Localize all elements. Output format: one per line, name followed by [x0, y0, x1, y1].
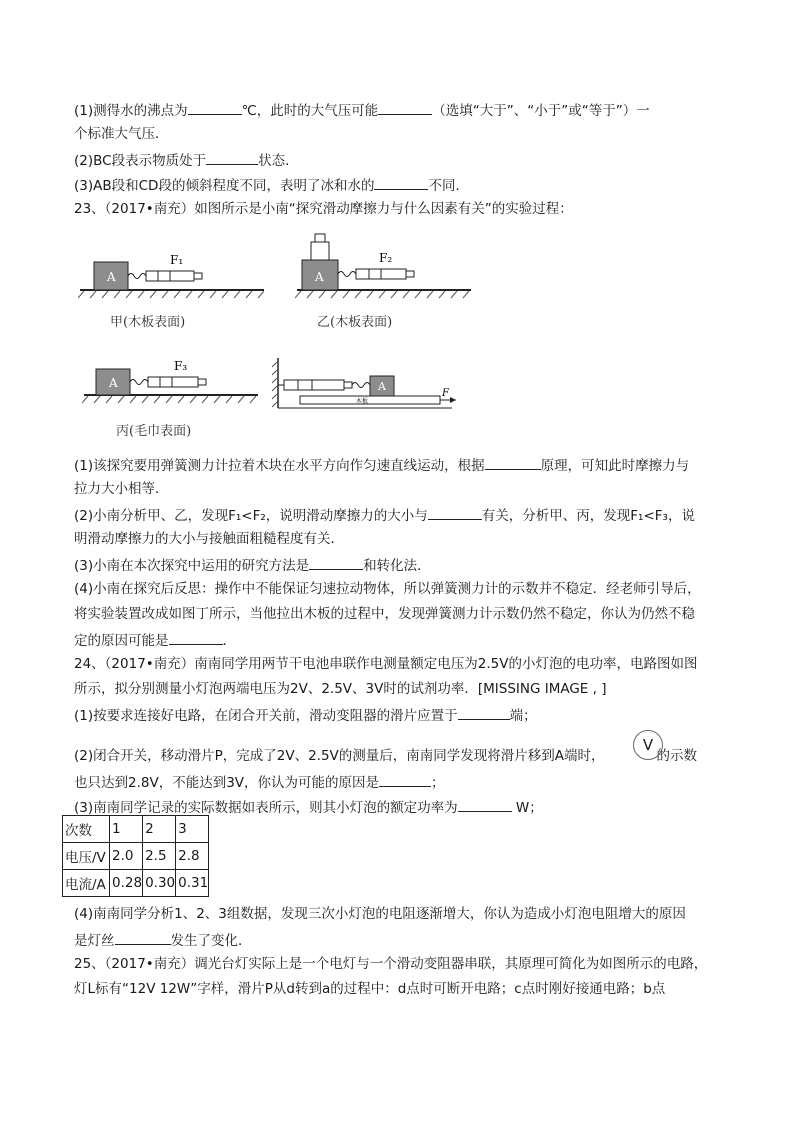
figure-caption: 丙(毛巾表面): [116, 424, 192, 439]
answer-blank[interactable]: [485, 455, 541, 470]
figure-ding: [272, 356, 462, 416]
q24-line-6: (3)南南同学记录的实际数据如表所示，则其小灯泡的额定功率为 W；: [74, 797, 543, 817]
table-cell: 2.8: [176, 843, 209, 870]
answer-blank[interactable]: [206, 150, 258, 165]
block-label: A: [378, 380, 386, 393]
q24-line-5: 也只达到2.8V，不能达到3V，你认为可能的原因是 ；: [74, 772, 445, 792]
answer-blank[interactable]: [378, 100, 432, 115]
table-cell: 次数: [63, 816, 110, 843]
q24-line-7: (4)南南同学分析1、2、3组数据，发现三次小灯泡的电阻逐渐增大，你认为造成小灯泡电阻增大的原因: [74, 906, 686, 922]
block-label: A: [107, 270, 116, 284]
figure-yi: [295, 228, 475, 306]
q23-line-1: (1)该探究要用弹簧测力计拉着木块在水平方向作匀速直线运动，根据 原理，可知此时摩擦力与: [74, 455, 689, 475]
q22-line-2: 个标准大气压．: [74, 126, 169, 142]
q23-header: 23、（2017•南充）如图所示是小南“探究滑动摩擦力与什么因素有关”的实验过程：: [74, 201, 573, 217]
q24-line-4: (2)闭合开关，移动滑片P，完成了2V、2.5V的测量后，南南同学发现将滑片移到A端时， 的示数: [74, 748, 698, 764]
q25-line-2: 灯L标有“12V 12W”字样，滑片P从d转到a的过程中：d点时可断开电路；c点时刚好接通电路；b点: [74, 981, 666, 997]
q23-line-3: (2)小南分析甲、乙，发现F₁<F₂，说明滑动摩擦力的大小与 有关，分析甲、丙，发现F₁<F₃，说: [74, 505, 695, 525]
q24-line-3: (1)按要求连接好电路，在闭合开关前，滑动变阻器的滑片应置于 端；: [74, 705, 537, 725]
answer-blank[interactable]: [428, 505, 482, 520]
table-header-row: [63, 816, 209, 843]
table-cell: 电流/A: [63, 870, 110, 897]
data-table: [62, 815, 209, 897]
force-label: F₁: [170, 253, 184, 267]
q22-line-4: (3)AB段和CD段的倾斜程度不同，表明了冰和水的 不同．: [74, 175, 469, 195]
figure-caption: 乙(木板表面): [317, 315, 393, 330]
q24-line-2: 所示，拟分别测量小灯泡两端电压为2V、2.5V、3V时的试剂功率．[MISSING IMAGE , ]: [74, 681, 607, 697]
voltmeter-icon: V: [633, 730, 663, 760]
figure-bing: [82, 355, 262, 411]
answer-blank[interactable]: [374, 175, 428, 190]
table-cell: 2.5: [143, 843, 176, 870]
q23-line-2: 拉力大小相等．: [74, 481, 169, 497]
table-cell: 1: [110, 816, 143, 843]
q25-line-1: 25、（2017•南充）调光台灯实际上是一个电灯与一个滑动变阻器串联，其原理可简化为如图所示的电路，: [74, 956, 708, 972]
table-cell: 2: [143, 816, 176, 843]
answer-blank[interactable]: [458, 797, 512, 812]
answer-blank[interactable]: [115, 930, 171, 945]
answer-blank[interactable]: [379, 772, 431, 787]
table-cell: 0.30: [143, 870, 176, 897]
figure-caption: 甲(木板表面): [110, 315, 186, 330]
q22-line-1: (1)测得水的沸点为 ℃，此时的大气压可能 （选填“大于”、“小于”或“等于”）一: [74, 100, 650, 120]
table-cell: 2.0: [110, 843, 143, 870]
table-row: [63, 843, 209, 870]
q23-line-4: 明滑动摩擦力的大小与接触面粗糙程度有关．: [74, 531, 344, 547]
table-cell: 0.31: [176, 870, 209, 897]
q22-line-3: (2)BC段表示物质处于 状态．: [74, 150, 299, 170]
force-label: F₃: [174, 359, 188, 373]
answer-blank[interactable]: [458, 705, 510, 720]
block-label: A: [109, 376, 118, 390]
q23-line-6: (4)小南在探究后反思：操作中不能保证匀速拉动物体，所以弹簧测力计的示数并不稳定．经老师引导后，: [74, 581, 701, 597]
table-cell: 0.28: [110, 870, 143, 897]
q23-line-7: 将实验装置改成如图丁所示，当他拉出木板的过程中，发现弹簧测力计示数仍然不稳定，你认为仍然不稳: [74, 606, 695, 622]
q23-line-8: 定的原因可能是 ．: [74, 630, 236, 650]
q24-line-1: 24、（2017•南充）南南同学用两节干电池串联作电测量额定电压为2.5V的小灯泡的电功率，电路图如图: [74, 656, 698, 672]
board-label: 木板: [356, 398, 369, 405]
force-label: F: [442, 388, 449, 399]
table-row: [63, 870, 209, 897]
figure-jia: [78, 245, 268, 305]
table-cell: 3: [176, 816, 209, 843]
block-label: A: [315, 270, 324, 284]
table-cell: 电压/V: [63, 843, 110, 870]
answer-blank[interactable]: [169, 630, 223, 645]
q23-line-5: (3)小南在本次探究中运用的研究方法是 和转化法．: [74, 555, 431, 575]
answer-blank[interactable]: [309, 555, 363, 570]
force-label: F₂: [379, 251, 393, 265]
q24-line-8: 是灯丝 发生了变化．: [74, 930, 252, 950]
answer-blank[interactable]: [188, 100, 242, 115]
